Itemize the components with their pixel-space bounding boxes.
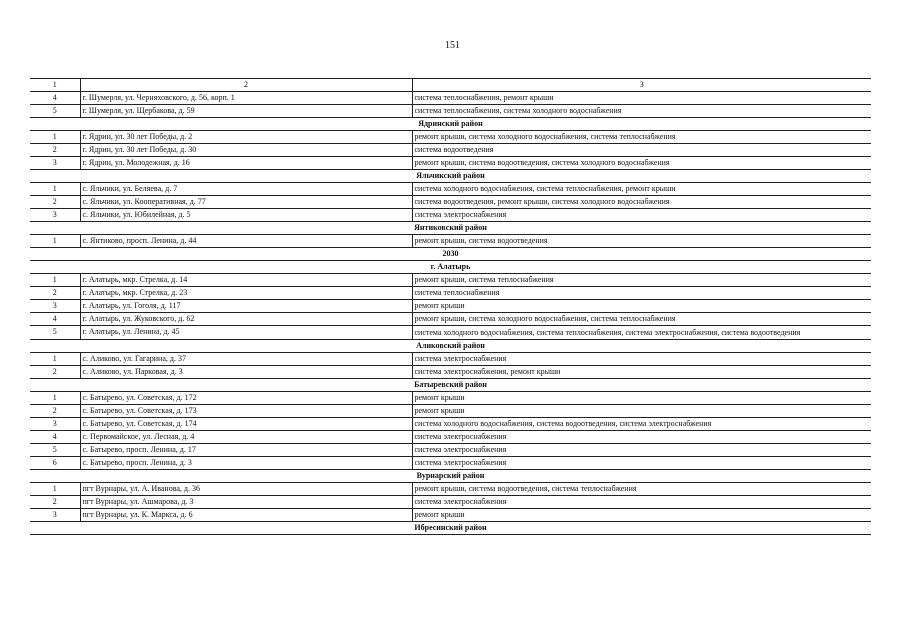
table-row	[30, 509, 871, 522]
row-address: г. Ядрин, ул. Молодежная, д. 16	[80, 157, 412, 170]
row-address: г. Алатырь, ул. Жуковского, д. 62	[80, 313, 412, 326]
row-number: 5	[30, 326, 80, 340]
section-header-row	[30, 222, 871, 235]
row-works: система электроснабжения	[412, 496, 871, 509]
section-title: 2030	[30, 248, 871, 261]
row-works: система водоотведения, ремонт крыши, система холодного водоснабжения	[412, 196, 871, 209]
row-number: 3	[30, 418, 80, 431]
table-row	[30, 483, 871, 496]
section-header-row	[30, 379, 871, 392]
row-number: 5	[30, 444, 80, 457]
table-row	[30, 92, 871, 105]
table-header-row	[30, 79, 871, 92]
table-row	[30, 313, 871, 326]
row-address: г. Алатырь, мкр. Стрелка, д. 23	[80, 287, 412, 300]
row-address: г. Алатырь, ул. Ленина, д. 45	[80, 326, 412, 340]
section-header-row	[30, 170, 871, 183]
row-works: система электроснабжения	[412, 353, 871, 366]
table-row	[30, 457, 871, 470]
section-header-row	[30, 522, 871, 535]
row-number: 1	[30, 235, 80, 248]
section-header-row	[30, 248, 871, 261]
table-row	[30, 366, 871, 379]
row-address: пгт Вурнары, ул. Ашмарова, д. 3	[80, 496, 412, 509]
table-row	[30, 196, 871, 209]
row-address: г. Алатырь, мкр. Стрелка, д. 14	[80, 274, 412, 287]
row-number: 3	[30, 209, 80, 222]
row-number: 2	[30, 144, 80, 157]
table-row	[30, 353, 871, 366]
row-works: система холодного водоснабжения, система водоотведения, система электроснабжения	[412, 418, 871, 431]
row-number: 2	[30, 196, 80, 209]
table-row	[30, 392, 871, 405]
table-row	[30, 300, 871, 313]
row-number: 3	[30, 509, 80, 522]
row-works: система теплоснабжения, ремонт крыши	[412, 92, 871, 105]
column-works-header: 3	[412, 79, 871, 92]
table-row	[30, 105, 871, 118]
row-works: ремонт крыши, система водоотведения, система теплоснабжения	[412, 483, 871, 496]
row-number: 1	[30, 131, 80, 144]
section-title: Аликовский район	[30, 340, 871, 353]
row-works: ремонт крыши, система водоотведения, система холодного водоснабжения	[412, 157, 871, 170]
row-works: система холодного водоснабжения, система теплоснабжения, ремонт крыши	[412, 183, 871, 196]
row-number: 6	[30, 457, 80, 470]
row-number: 3	[30, 157, 80, 170]
section-title: Ядринский район	[30, 118, 871, 131]
row-address: с. Яльчики, ул. Кооперативная, д. 77	[80, 196, 412, 209]
row-works: система электроснабжения	[412, 444, 871, 457]
table-row	[30, 209, 871, 222]
row-address: пгт Вурнары, ул. А. Иванова, д. 36	[80, 483, 412, 496]
table-row	[30, 405, 871, 418]
section-title: г. Алатырь	[30, 261, 871, 274]
table-row	[30, 496, 871, 509]
table-row	[30, 274, 871, 287]
section-header-row	[30, 470, 871, 483]
section-title: Вурнарский район	[30, 470, 871, 483]
row-number: 1	[30, 274, 80, 287]
row-works: ремонт крыши	[412, 509, 871, 522]
row-works: ремонт крыши	[412, 300, 871, 313]
row-address: с. Батырево, просп. Ленина, д. 17	[80, 444, 412, 457]
table-row	[30, 287, 871, 300]
table-row	[30, 326, 871, 340]
row-number: 4	[30, 92, 80, 105]
row-number: 2	[30, 496, 80, 509]
row-number: 1	[30, 353, 80, 366]
row-works: система электроснабжения	[412, 457, 871, 470]
row-address: с. Батырево, ул. Советская, д. 172	[80, 392, 412, 405]
row-works: ремонт крыши, система холодного водоснабжения, система теплоснабжения	[412, 313, 871, 326]
table-row	[30, 144, 871, 157]
section-title: Яльчикский район	[30, 170, 871, 183]
row-address: с. Батырево, ул. Советская, д. 174	[80, 418, 412, 431]
row-address: с. Аликово, ул. Гагарина, д. 37	[80, 353, 412, 366]
row-address: с. Батырево, ул. Советская, д. 173	[80, 405, 412, 418]
table-row	[30, 183, 871, 196]
row-works: система теплоснабжения, система холодного водоснабжения	[412, 105, 871, 118]
row-works: ремонт крыши, система водоотведения	[412, 235, 871, 248]
row-works: ремонт крыши, система холодного водоснабжения, система теплоснабжения	[412, 131, 871, 144]
section-title: Батыревский район	[30, 379, 871, 392]
row-address: г. Шумерля, ул. Черняховского, д. 56, корп. 1	[80, 92, 412, 105]
row-number: 1	[30, 183, 80, 196]
column-number-header: 1	[30, 79, 80, 92]
row-number: 4	[30, 431, 80, 444]
row-number: 1	[30, 483, 80, 496]
table-row	[30, 235, 871, 248]
section-header-row	[30, 118, 871, 131]
row-works: система электроснабжения, ремонт крыши	[412, 366, 871, 379]
row-works: система водоотведения	[412, 144, 871, 157]
table-row	[30, 418, 871, 431]
row-works: система теплоснабжения	[412, 287, 871, 300]
row-address: с. Аликово, ул. Парковая, д. 3	[80, 366, 412, 379]
section-header-row	[30, 261, 871, 274]
row-address: с. Янтиково, просп. Ленина, д. 44	[80, 235, 412, 248]
row-address: с. Батырево, просп. Ленина, д. 3	[80, 457, 412, 470]
row-works: ремонт крыши	[412, 392, 871, 405]
row-number: 2	[30, 287, 80, 300]
row-works: система электроснабжения	[412, 431, 871, 444]
page-number: 151	[445, 40, 460, 51]
row-address: пгт Вурнары, ул. К. Маркса, д. 6	[80, 509, 412, 522]
row-address: г. Ядрин, ул. 30 лет Победы, д. 30	[80, 144, 412, 157]
row-address: г. Алатырь, ул. Гоголя, д. 117	[80, 300, 412, 313]
table-row	[30, 157, 871, 170]
row-works: ремонт крыши	[412, 405, 871, 418]
capital-repair-table	[30, 78, 871, 535]
table-row	[30, 131, 871, 144]
row-address: с. Яльчики, ул. Юбилейная, д. 5	[80, 209, 412, 222]
row-address: г. Шумерля, ул. Щербакова, д. 59	[80, 105, 412, 118]
row-number: 2	[30, 405, 80, 418]
section-title: Ибресинский район	[30, 522, 871, 535]
row-works: система электроснабжения	[412, 209, 871, 222]
row-address: г. Ядрин, ул. 30 лет Победы, д. 2	[80, 131, 412, 144]
row-works: ремонт крыши, система теплоснабжения	[412, 274, 871, 287]
row-number: 1	[30, 392, 80, 405]
row-address: с. Первомайское, ул. Лесная, д. 4	[80, 431, 412, 444]
row-number: 3	[30, 300, 80, 313]
table-row	[30, 431, 871, 444]
row-works: система холодного водоснабжения, система теплоснабжения, система электроснабжения, система водоотведения	[412, 326, 871, 340]
section-title: Янтиковский район	[30, 222, 871, 235]
table-row	[30, 444, 871, 457]
column-address-header: 2	[80, 79, 412, 92]
row-number: 5	[30, 105, 80, 118]
section-header-row	[30, 340, 871, 353]
row-number: 4	[30, 313, 80, 326]
row-address: с. Яльчики, ул. Беляева, д. 7	[80, 183, 412, 196]
row-number: 2	[30, 366, 80, 379]
